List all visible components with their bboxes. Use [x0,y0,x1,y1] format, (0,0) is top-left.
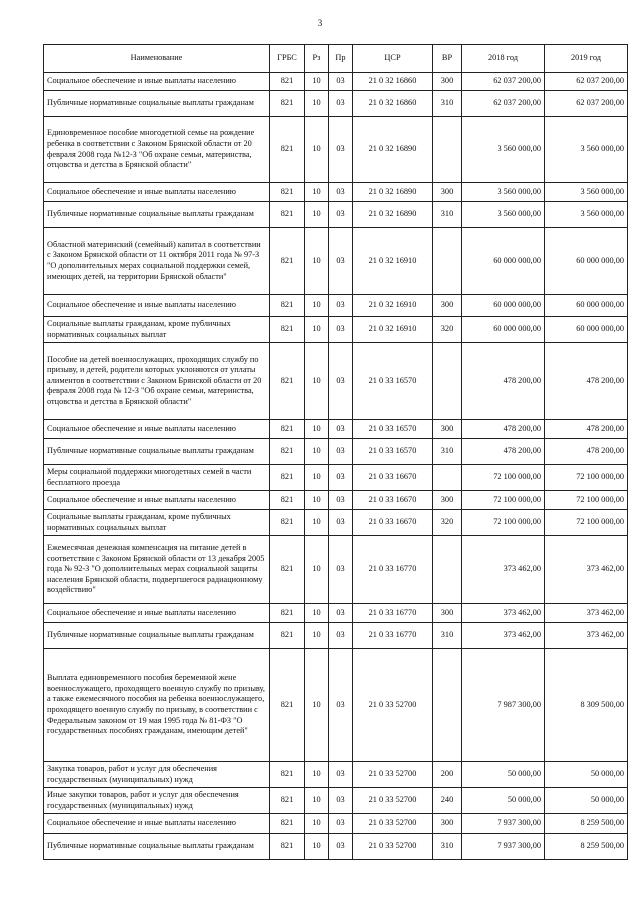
row-grbs: 821 [270,814,305,834]
row-csr: 21 0 33 16570 [353,420,433,439]
row-grbs: 821 [270,465,305,491]
row-name: Публичные нормативные социальные выплаты гражданам [44,834,270,860]
row-csr: 21 0 33 16570 [353,343,433,420]
row-csr: 21 0 33 52700 [353,649,433,762]
row-csr: 21 0 32 16910 [353,295,433,317]
row-rz: 10 [305,295,329,317]
row-rz: 10 [305,834,329,860]
row-amount-2018: 72 100 000,00 [462,465,545,491]
row-amount-2018: 60 000 000,00 [462,317,545,343]
row-rz: 10 [305,202,329,228]
row-name: Социальные выплаты гражданам, кроме публичных нормативных социальных выплат [44,510,270,536]
row-vr: 310 [433,91,462,117]
row-grbs: 821 [270,202,305,228]
row-pr: 03 [329,491,353,510]
row-name: Выплата единовременного пособия беременной жене военнослужащего, проходящего военную службу по призыву, а также ежемесячного пособия на ребенка военнослужащего, проходящего военную службу по призыву, в соответствии с Федеральным законом от 19 мая 1995 года № 81-ФЗ "О государственных пособиях гражданам, имеющим детей" [44,649,270,762]
table-row [44,604,628,623]
table-row [44,762,628,788]
row-name: Социальное обеспечение и иные выплаты населению [44,73,270,91]
row-pr: 03 [329,295,353,317]
table-row [44,834,628,860]
table-row [44,317,628,343]
row-amount-2019: 72 100 000,00 [545,510,628,536]
column-header-vr: ВР [433,45,462,73]
row-csr: 21 0 33 52700 [353,814,433,834]
row-pr: 03 [329,228,353,295]
row-vr: 300 [433,183,462,202]
row-csr: 21 0 32 16890 [353,202,433,228]
row-pr: 03 [329,343,353,420]
table-row [44,814,628,834]
row-amount-2019: 50 000,00 [545,788,628,814]
row-rz: 10 [305,623,329,649]
row-rz: 10 [305,604,329,623]
row-amount-2018: 3 560 000,00 [462,202,545,228]
table-row [44,73,628,91]
row-grbs: 821 [270,183,305,202]
row-pr: 03 [329,73,353,91]
row-name: Пособие на детей военнослужащих, проходящих службу по призыву, и детей, родители которых уклоняются от уплаты алиментов в соответствии с Законом Брянской области от 20 февраля 2008 года № 12-З "Об охране семьи, материнства, отцовства и детства в Брянской области" [44,343,270,420]
row-vr: 310 [433,439,462,465]
row-name: Социальное обеспечение и иные выплаты населению [44,295,270,317]
row-amount-2019: 373 462,00 [545,536,628,604]
row-csr: 21 0 33 16570 [353,439,433,465]
row-vr: 300 [433,73,462,91]
row-rz: 10 [305,343,329,420]
row-grbs: 821 [270,343,305,420]
row-amount-2019: 373 462,00 [545,604,628,623]
row-vr [433,536,462,604]
row-vr: 320 [433,510,462,536]
row-amount-2018: 3 560 000,00 [462,117,545,183]
row-rz: 10 [305,73,329,91]
row-rz: 10 [305,649,329,762]
table-row [44,536,628,604]
column-header-rz: Рз [305,45,329,73]
row-csr: 21 0 33 52700 [353,788,433,814]
row-grbs: 821 [270,491,305,510]
row-csr: 21 0 33 16770 [353,623,433,649]
row-csr: 21 0 32 16860 [353,73,433,91]
row-name: Социальное обеспечение и иные выплаты населению [44,420,270,439]
row-vr: 300 [433,295,462,317]
row-amount-2019: 60 000 000,00 [545,228,628,295]
row-rz: 10 [305,465,329,491]
row-amount-2019: 478 200,00 [545,343,628,420]
row-vr [433,228,462,295]
row-name: Социальное обеспечение и иные выплаты населению [44,491,270,510]
row-amount-2018: 7 937 300,00 [462,814,545,834]
column-header-2018: 2018 год [462,45,545,73]
row-grbs: 821 [270,762,305,788]
row-vr: 240 [433,788,462,814]
table-header-row [44,45,628,73]
row-amount-2018: 478 200,00 [462,343,545,420]
table-row [44,465,628,491]
row-amount-2019: 72 100 000,00 [545,465,628,491]
row-name: Социальное обеспечение и иные выплаты населению [44,183,270,202]
row-grbs: 821 [270,623,305,649]
row-csr: 21 0 33 16770 [353,536,433,604]
table-row [44,343,628,420]
row-amount-2018: 50 000,00 [462,762,545,788]
row-vr [433,465,462,491]
row-amount-2019: 8 259 500,00 [545,834,628,860]
row-csr: 21 0 33 52700 [353,762,433,788]
row-pr: 03 [329,762,353,788]
row-amount-2019: 373 462,00 [545,623,628,649]
row-pr: 03 [329,420,353,439]
row-grbs: 821 [270,649,305,762]
row-vr: 200 [433,762,462,788]
row-pr: 03 [329,91,353,117]
row-csr: 21 0 32 16910 [353,228,433,295]
row-amount-2018: 7 987 300,00 [462,649,545,762]
row-vr: 310 [433,202,462,228]
row-amount-2018: 72 100 000,00 [462,510,545,536]
row-amount-2019: 72 100 000,00 [545,491,628,510]
row-amount-2018: 7 937 300,00 [462,834,545,860]
row-grbs: 821 [270,834,305,860]
row-amount-2018: 478 200,00 [462,420,545,439]
row-vr: 300 [433,814,462,834]
row-rz: 10 [305,762,329,788]
row-amount-2018: 373 462,00 [462,536,545,604]
row-name: Публичные нормативные социальные выплаты гражданам [44,439,270,465]
row-vr [433,117,462,183]
table-row [44,228,628,295]
row-csr: 21 0 32 16860 [353,91,433,117]
row-vr: 300 [433,604,462,623]
row-amount-2018: 60 000 000,00 [462,295,545,317]
row-pr: 03 [329,834,353,860]
row-amount-2019: 62 037 200,00 [545,91,628,117]
row-csr: 21 0 33 52700 [353,834,433,860]
row-pr: 03 [329,536,353,604]
row-rz: 10 [305,117,329,183]
row-amount-2019: 478 200,00 [545,420,628,439]
row-amount-2019: 50 000,00 [545,762,628,788]
row-vr: 310 [433,623,462,649]
row-vr: 320 [433,317,462,343]
row-amount-2019: 8 259 500,00 [545,814,628,834]
column-header-name: Наименование [44,45,270,73]
row-pr: 03 [329,510,353,536]
row-amount-2019: 478 200,00 [545,439,628,465]
row-amount-2019: 8 309 500,00 [545,649,628,762]
row-csr: 21 0 33 16670 [353,510,433,536]
row-pr: 03 [329,465,353,491]
row-rz: 10 [305,439,329,465]
row-amount-2018: 50 000,00 [462,788,545,814]
row-csr: 21 0 32 16890 [353,117,433,183]
row-pr: 03 [329,814,353,834]
row-rz: 10 [305,228,329,295]
row-csr: 21 0 32 16890 [353,183,433,202]
column-header-csr: ЦСР [353,45,433,73]
table-row [44,91,628,117]
row-pr: 03 [329,202,353,228]
row-vr [433,649,462,762]
row-csr: 21 0 33 16670 [353,491,433,510]
column-header-2019: 2019 год [545,45,628,73]
row-grbs: 821 [270,91,305,117]
table-row [44,788,628,814]
row-grbs: 821 [270,420,305,439]
column-header-pr: Пр [329,45,353,73]
row-vr: 300 [433,420,462,439]
row-grbs: 821 [270,604,305,623]
row-name: Публичные нормативные социальные выплаты гражданам [44,623,270,649]
row-grbs: 821 [270,317,305,343]
table-row [44,510,628,536]
row-rz: 10 [305,788,329,814]
table-row [44,202,628,228]
row-vr [433,343,462,420]
table-row [44,439,628,465]
row-amount-2018: 373 462,00 [462,623,545,649]
row-amount-2019: 3 560 000,00 [545,183,628,202]
budget-table [43,44,628,860]
row-pr: 03 [329,623,353,649]
row-grbs: 821 [270,439,305,465]
row-pr: 03 [329,117,353,183]
row-rz: 10 [305,91,329,117]
table-row [44,649,628,762]
row-amount-2018: 72 100 000,00 [462,491,545,510]
table-body [44,73,628,860]
row-csr: 21 0 32 16910 [353,317,433,343]
row-rz: 10 [305,814,329,834]
row-amount-2019: 3 560 000,00 [545,202,628,228]
row-name: Публичные нормативные социальные выплаты гражданам [44,91,270,117]
row-grbs: 821 [270,117,305,183]
row-name: Областной материнский (семейный) капитал в соответствии с Законом Брянской области от 11 октября 2011 года № 97-З "О дополнительных мерах социальной поддержки семей, имеющих детей, на территории Брянской области" [44,228,270,295]
row-name: Социальное обеспечение и иные выплаты населению [44,814,270,834]
row-name: Социальные выплаты гражданам, кроме публичных нормативных социальных выплат [44,317,270,343]
row-csr: 21 0 33 16770 [353,604,433,623]
row-rz: 10 [305,183,329,202]
row-grbs: 821 [270,228,305,295]
row-pr: 03 [329,649,353,762]
row-pr: 03 [329,317,353,343]
row-name: Единовременное пособие многодетной семье на рождение ребенка в соответствии с Законом Брянской области от 20 февраля 2008 года №12-З "Об охране семьи, материнства, отцовства и детства в Брянской области" [44,117,270,183]
row-pr: 03 [329,183,353,202]
row-amount-2019: 3 560 000,00 [545,117,628,183]
table-row [44,295,628,317]
row-grbs: 821 [270,510,305,536]
row-amount-2019: 60 000 000,00 [545,295,628,317]
row-pr: 03 [329,604,353,623]
table-row [44,491,628,510]
page-number: 3 [317,18,323,28]
table-row [44,420,628,439]
row-grbs: 821 [270,73,305,91]
row-csr: 21 0 33 16670 [353,465,433,491]
row-rz: 10 [305,317,329,343]
column-header-grbs: ГРБС [270,45,305,73]
row-amount-2018: 62 037 200,00 [462,91,545,117]
table-row [44,183,628,202]
row-pr: 03 [329,439,353,465]
row-rz: 10 [305,536,329,604]
row-amount-2018: 373 462,00 [462,604,545,623]
row-name: Социальное обеспечение и иные выплаты населению [44,604,270,623]
row-grbs: 821 [270,788,305,814]
row-amount-2018: 60 000 000,00 [462,228,545,295]
row-name: Публичные нормативные социальные выплаты гражданам [44,202,270,228]
row-pr: 03 [329,788,353,814]
row-amount-2018: 3 560 000,00 [462,183,545,202]
row-name: Меры социальной поддержки многодетных семей в части бесплатного проезда [44,465,270,491]
row-name: Ежемесячная денежная компенсация на питание детей в соответствии с Законом Брянской области от 13 декабря 2005 года № 92-З "О дополнительных мерах социальной защиты населения Брянской области, подвергшегося радиационному воздействию" [44,536,270,604]
row-vr: 310 [433,834,462,860]
row-name: Иные закупки товаров, работ и услуг для обеспечения государственных (муниципальных) нужд [44,788,270,814]
row-name: Закупка товаров, работ и услуг для обеспечения государственных (муниципальных) нужд [44,762,270,788]
row-amount-2018: 62 037 200,00 [462,73,545,91]
row-grbs: 821 [270,536,305,604]
row-amount-2019: 62 037 200,00 [545,73,628,91]
row-amount-2018: 478 200,00 [462,439,545,465]
table-row [44,117,628,183]
row-amount-2019: 60 000 000,00 [545,317,628,343]
table-row [44,623,628,649]
row-grbs: 821 [270,295,305,317]
row-rz: 10 [305,420,329,439]
row-rz: 10 [305,491,329,510]
row-rz: 10 [305,510,329,536]
row-vr: 300 [433,491,462,510]
